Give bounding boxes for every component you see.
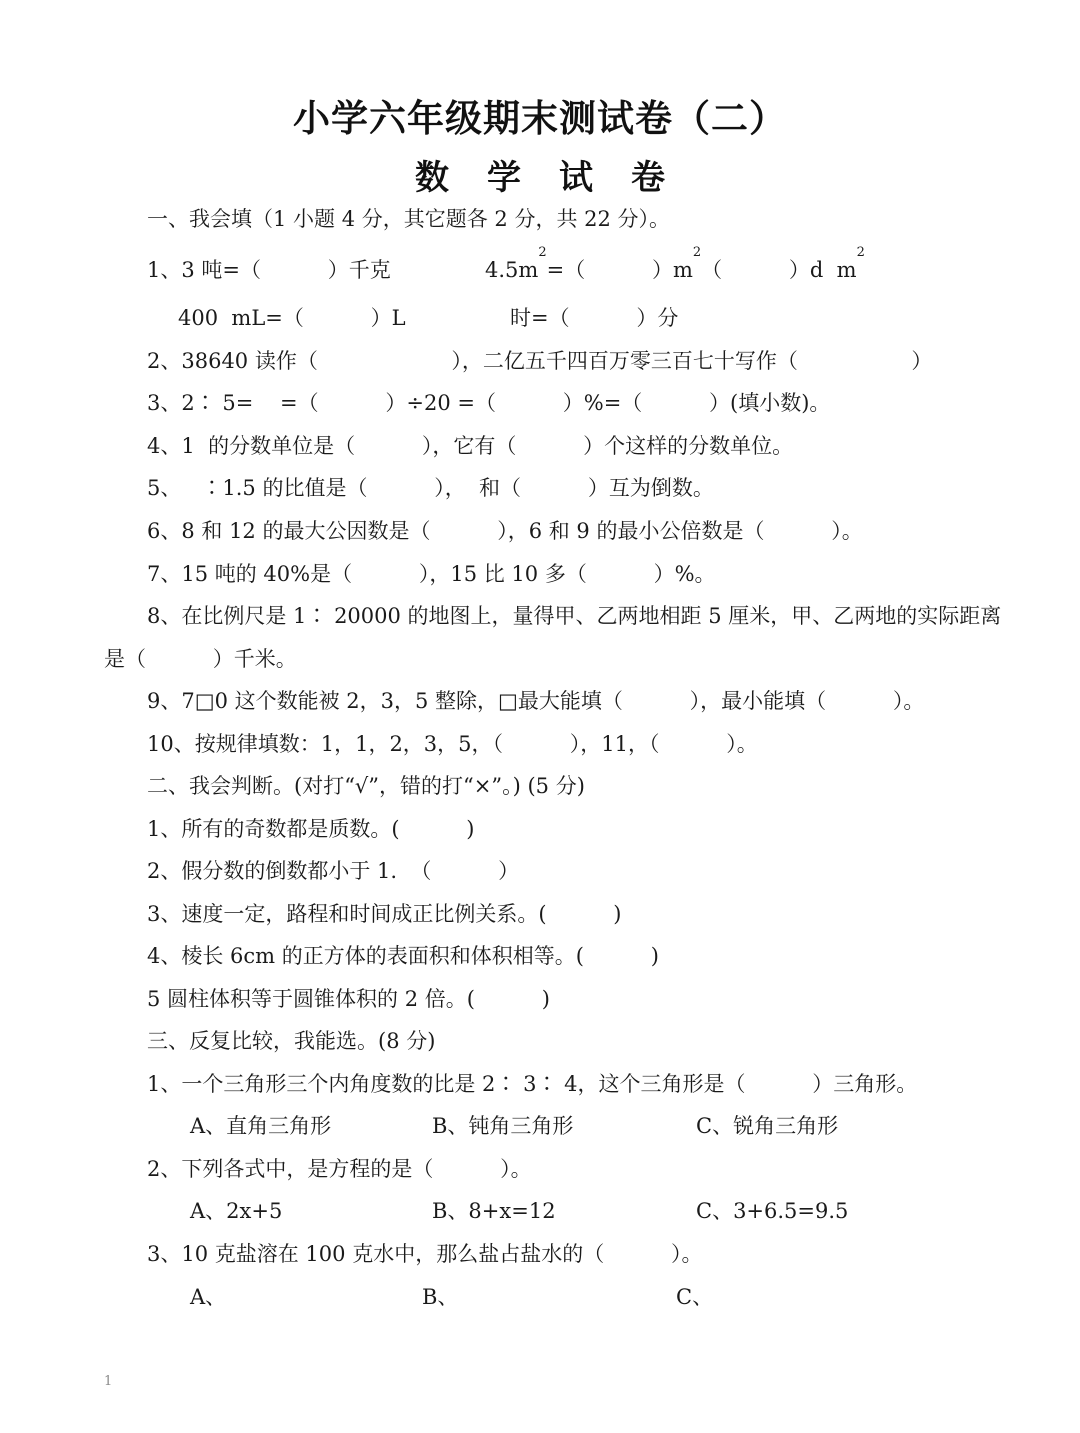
choice-1-option-a: A、直角三角形 xyxy=(190,1114,332,1138)
page-number: 1 xyxy=(104,1374,113,1389)
question-5: 5、 ∶1.5 的比值是（ ）， 和（ ）互为倒数。 xyxy=(147,476,714,500)
choice-question-2: 2、下列各式中，是方程的是（ ）。 xyxy=(147,1157,532,1181)
page-title: 小学六年级期末测试卷（二） xyxy=(293,97,787,140)
judge-item-2: 2、假分数的倒数都小于 1. （ ） xyxy=(147,859,520,883)
judge-item-5: 5 圆柱体积等于圆锥体积的 2 倍。( ) xyxy=(147,987,550,1011)
question-4: 4、1 的分数单位是（ ），它有（ ）个这样的分数单位。 xyxy=(147,434,794,458)
choice-3-option-b: B、 xyxy=(422,1285,459,1309)
question-1b: $4.5m^2=$（ ）$m^2$（ ）d $m^2$ xyxy=(485,245,865,282)
judge-item-3: 3、速度一定，路程和时间成正比例关系。( ) xyxy=(147,902,622,926)
question-8b: 是（ ）千米。 xyxy=(104,647,297,671)
choice-3-option-c: C、 xyxy=(676,1285,714,1309)
judge-item-1: 1、所有的奇数都是质数。( ) xyxy=(147,817,475,841)
question-3: 3、2∶ 5= =（ ）÷20 =（ ）%=（ ）(填小数)。 xyxy=(147,391,831,415)
question-10: 10、按规律填数：1，1，2，3，5，（ ），11，（ ）。 xyxy=(147,732,758,756)
section3-heading: 三、反复比较，我能选。(8 分) xyxy=(147,1029,436,1053)
choice-2-option-b: B、8+x=12 xyxy=(432,1199,556,1223)
choice-question-1: 1、一个三角形三个内角度数的比是 2∶ 3∶ 4，这个三角形是（ ）三角形。 xyxy=(147,1072,918,1096)
question-8a: 8、在比例尺是 1∶ 20000 的地图上，量得甲、乙两地相距 5 厘米，甲、乙两地的实际距离 xyxy=(147,604,1002,628)
section2-heading: 二、我会判断。(对打“√”，错的打“×”。) (5 分) xyxy=(147,774,585,798)
choice-2-option-c: C、3+6.5=9.5 xyxy=(696,1199,849,1223)
choice-3-option-a: A、 xyxy=(190,1285,227,1309)
judge-item-4: 4、棱长 6cm 的正方体的表面积和体积相等。( ) xyxy=(147,944,659,968)
choice-1-option-c: C、锐角三角形 xyxy=(696,1114,839,1138)
section1-heading: 一、我会填（1 小题 4 分，其它题各 2 分，共 22 分）。 xyxy=(147,207,671,231)
question-2: 2、38640 读作（ ），二亿五千四百万零三百七十写作（ ） xyxy=(147,349,933,373)
choice-1-option-b: B、钝角三角形 xyxy=(432,1114,574,1138)
choice-2-option-a: A、2x+5 xyxy=(190,1199,283,1223)
question-1a: 1、3 吨=（ ）千克 xyxy=(147,258,391,282)
question-7: 7、15 吨的 40%是（ ），15 比 10 多（ ）%。 xyxy=(147,562,716,586)
question-1c: 400 mL=（ ）L xyxy=(178,306,406,330)
choice-question-3: 3、10 克盐溶在 100 克水中，那么盐占盐水的（ ）。 xyxy=(147,1242,703,1266)
question-9: 9、7□0 这个数能被 2，3，5 整除，□最大能填（ ），最小能填（ ）。 xyxy=(147,689,925,713)
page-subtitle: 数学试卷 xyxy=(415,158,703,198)
question-6: 6、8 和 12 的最大公因数是（ ），6 和 9 的最小公倍数是（ ）。 xyxy=(147,519,863,543)
question-1d: 时=（ ）分 xyxy=(510,306,679,330)
